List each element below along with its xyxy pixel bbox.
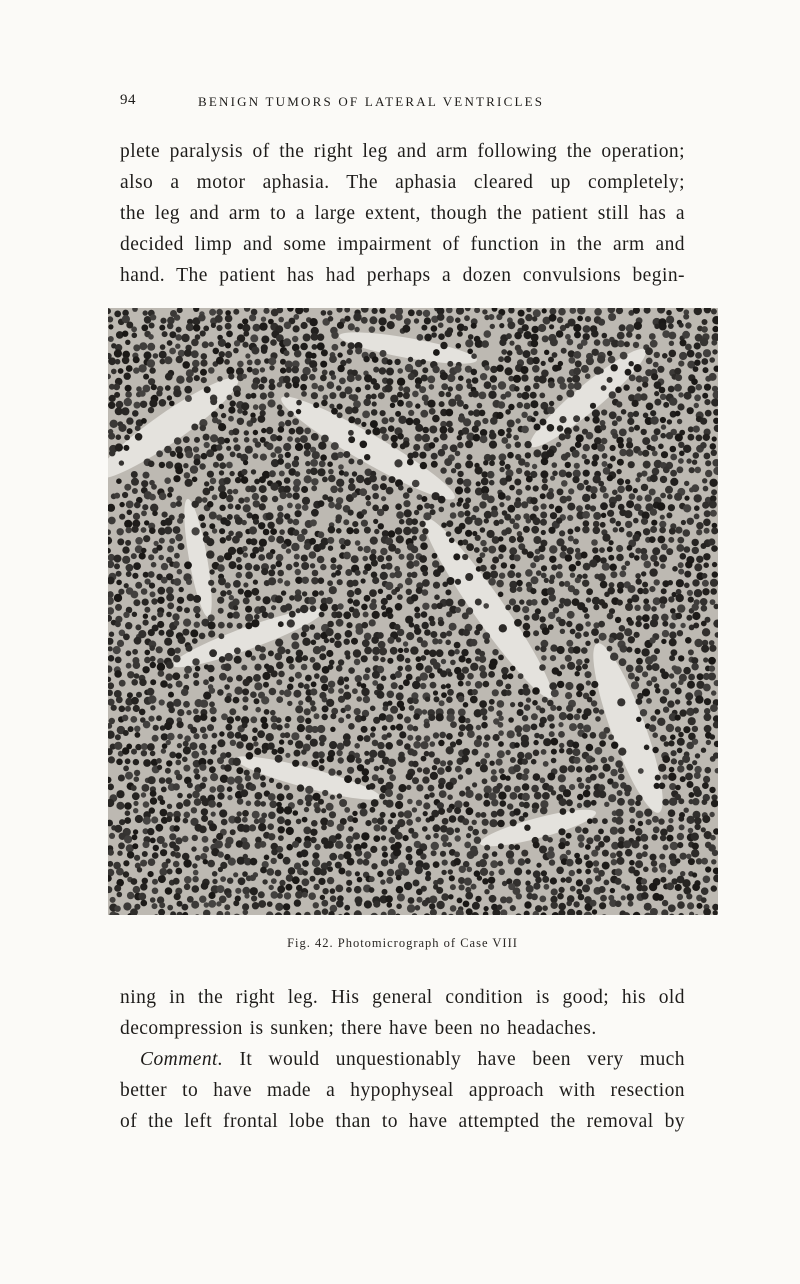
text-line: of the left frontal lobe than to have attempted the removal by <box>120 1111 685 1132</box>
text-line: decided limp and some impairment of function in the arm and <box>120 234 685 255</box>
comment-text: It would unquestionably have been very much <box>223 1049 685 1070</box>
comment-line <box>120 1044 685 1075</box>
text-line: ning in the right leg. His general condition is good; his old <box>120 987 685 1008</box>
text-line: also a motor aphasia. The aphasia cleared up completely; <box>120 172 685 193</box>
text-line: the leg and arm to a large extent, though the patient still has a <box>120 203 685 224</box>
running-title: BENIGN TUMORS OF LATERAL VENTRICLES <box>198 94 545 109</box>
page-number: 94 <box>120 92 136 108</box>
body-text-top <box>120 136 685 291</box>
photomicrograph-image <box>108 308 718 915</box>
comment-label: Comment. <box>140 1049 224 1070</box>
text-line: better to have made a hypophyseal approach with resection <box>120 1080 685 1101</box>
body-text-bottom <box>120 982 685 1137</box>
text-line: plete paralysis of the right leg and arm following the operation; <box>120 141 685 162</box>
text-line: hand. The patient has had perhaps a dozen convulsions begin- <box>120 265 685 286</box>
running-head <box>120 92 680 114</box>
photomicrograph-figure <box>108 308 718 915</box>
text-line: decompression is sunken; there have been no headaches. <box>120 1018 597 1039</box>
figure-caption: Fig. 42. Photomicrograph of Case VIII <box>287 936 518 950</box>
